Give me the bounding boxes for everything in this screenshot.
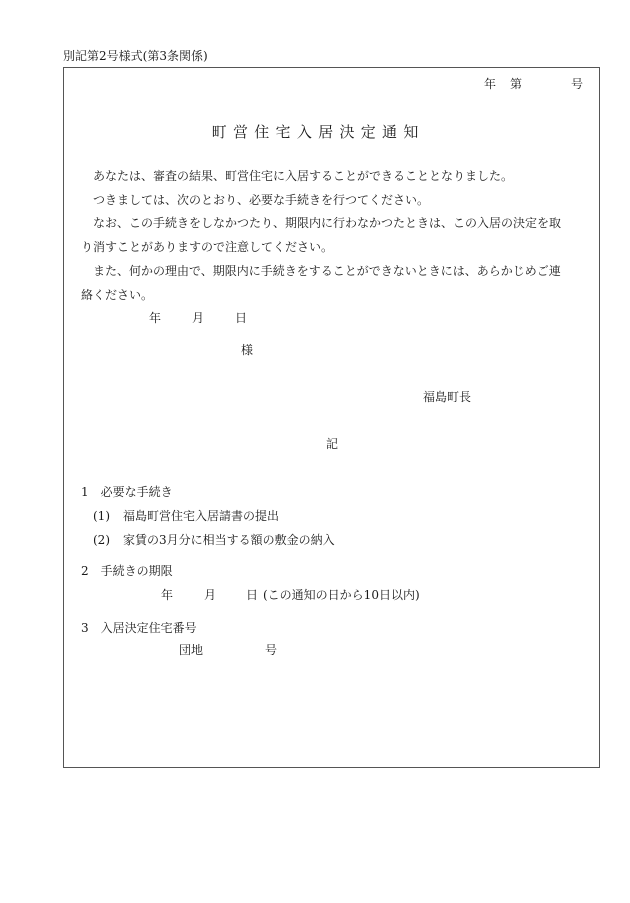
date-month: 月 [192,311,205,325]
date-year: 年 [149,311,162,325]
section-1-item-1-number: (1) [93,509,110,523]
issue-date [0,312,630,326]
deadline-date [0,589,630,603]
doc-number-year: 年 [484,77,497,91]
deadline-year: 年 [161,588,174,602]
body-paragraph-4-cont: 絡ください。 [81,288,154,302]
body-paragraph-4: また、何かの理由で、期限内に手続きをすることができないときには、あらかじめご連 [93,264,561,278]
body-paragraph-3: なお、この手続きをしなかつたり、期限内に行わなかつたときは、この入居の決定を取 [93,216,562,230]
ki-heading: 記 [326,437,339,451]
section-1-item-1-text: 福島町営住宅入居請書の提出 [123,509,280,523]
page-title: 町営住宅入居決定通知 [211,123,425,141]
doc-number-go: 号 [571,77,584,91]
housing-danchi: 団地 [179,643,204,657]
section-1-item-2-number: (2) [93,533,110,547]
deadline-note: (この通知の日から10日以内) [263,588,420,602]
document-number [0,78,630,92]
housing-number [0,644,630,658]
deadline-month: 月 [204,588,217,602]
form-caption: 別記第2号様式(第3条関係) [63,49,208,63]
body-paragraph-2: つきましては、次のとおり、必要な手続きを行つてください。 [93,193,430,207]
section-1-heading: 1 必要な手続き [81,485,173,499]
section-1-item-2-text: 家賃の3月分に相当する額の敷金の納入 [123,533,335,547]
body-paragraph-3-cont: り消すことがありますので注意してください。 [81,240,334,254]
doc-number-dai: 第 [510,77,523,91]
date-day: 日 [235,311,248,325]
housing-go: 号 [265,643,278,657]
addressee-suffix: 様 [241,343,254,357]
deadline-day: 日 [246,588,259,602]
section-2-heading: 2 手続きの期限 [81,564,173,578]
body-paragraph-1: あなたは、審査の結果、町営住宅に入居することができることとなりました。 [93,169,514,183]
sender-name: 福島町長 [423,390,472,404]
section-3-heading: 3 入居決定住宅番号 [81,621,197,635]
